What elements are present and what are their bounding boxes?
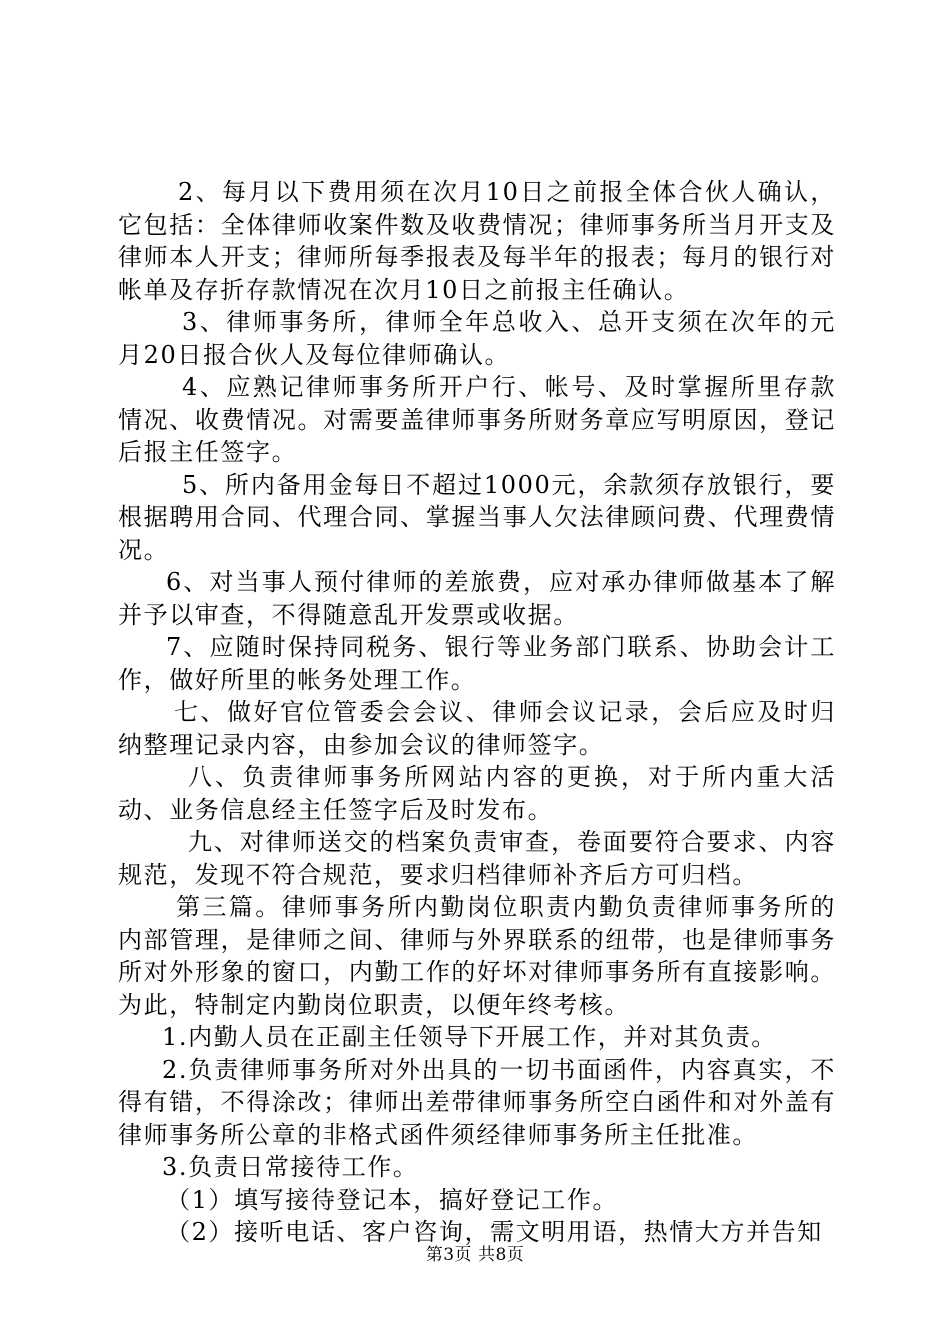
paragraph-website: 八、负责律师事务所网站内容的更换，对于所内重大活动、业务信息经主任签字后及时发布。	[118, 763, 836, 824]
paragraph-item-3: 3.负责日常接待工作。	[162, 1153, 419, 1181]
paragraph-item-1: 1.内勤人员在正副主任领导下开展工作，并对其负责。	[162, 1023, 777, 1051]
paragraph-meeting-minutes: 七、做好官位管委会会议、律师会议记录，会后应及时归纳整理记录内容，由参加会议的律师签字。	[118, 698, 836, 759]
paragraph-annual-income: 3、律师事务所，律师全年总收入、总开支须在次年的元月20日报合伙人及每位律师确认。	[118, 308, 836, 369]
paragraph-subitem-2: （2）接听电话、客户咨询，需文明用语，热情大方并告知	[166, 1218, 823, 1246]
paragraph-fee-monthly: 2、每月以下费用须在次月10日之前报全体合伙人确认，它包括：全体律师收案件数及收费情况；律师事务所当月开支及律师本人开支；律师所每季报表及每半年的报表；每月的银行对帐单及存折存款情况在次月10日之前报主任确认。	[118, 178, 836, 304]
paragraph-subitem-1: （1）填写接待登记本，搞好登记工作。	[166, 1185, 619, 1214]
page-number-footer: 第3页 共8页	[425, 1245, 525, 1265]
paragraph-tax-bank-liaison: 7、应随时保持同税务、银行等业务部门联系、协助会计工作，做好所里的帐务处理工作。	[118, 633, 836, 694]
paragraph-chapter-three: 第三篇。律师事务所内勤岗位职责内勤负责律师事务所的内部管理，是律师之间、律师与外界联系的纽带，也是律师事务所对外形象的窗口，内勤工作的好坏对律师事务所有直接影响。为此，特制定内勤岗位职责，以便年终考核。	[118, 893, 836, 1019]
paragraph-item-2: 2.负责律师事务所对外出具的一切书面函件，内容真实，不得有错，不得涂改；律师出差带律师事务所空白函件和对外盖有律师事务所公章的非格式函件须经律师事务所主任批准。	[118, 1055, 836, 1149]
paragraph-archive-review: 九、对律师送交的档案负责审查，卷面要符合要求、内容规范，发现不符合规范，要求归档律师补齐后方可归档。	[118, 828, 836, 889]
paragraph-travel-expense: 6、对当事人预付律师的差旅费，应对承办律师做基本了解并予以审查，不得随意乱开发票或收据。	[118, 568, 836, 629]
paragraph-bank-account: 4、应熟记律师事务所开户行、帐号、及时掌握所里存款情况、收费情况。对需要盖律师事务所财务章应写明原因，登记后报主任签字。	[118, 373, 836, 466]
paragraph-petty-cash: 5、所内备用金每日不超过1000元，余款须存放银行，要根据聘用合同、代理合同、掌握当事人欠法律顾问费、代理费情况。	[118, 470, 836, 564]
document-body	[118, 176, 836, 1249]
